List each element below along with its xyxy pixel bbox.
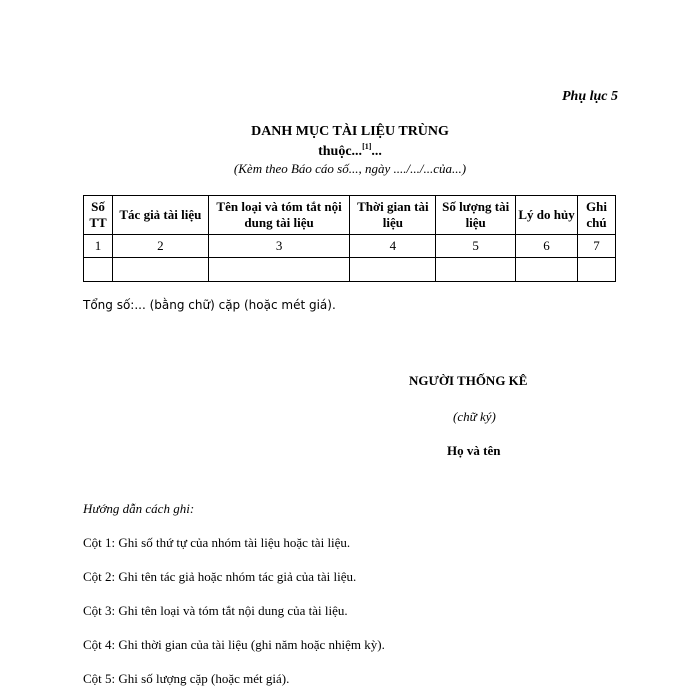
guide-item: Cột 1: Ghi số thứ tự của nhóm tài liệu hoặc tài liệu. (83, 535, 351, 550)
table-cell (436, 258, 516, 282)
table-cell (112, 258, 208, 282)
table-header-cell: Số TT (84, 196, 113, 235)
table-cell (350, 258, 436, 282)
guide-item: Cột 2: Ghi tên tác giả hoặc nhóm tác giả của tài liệu. (83, 569, 357, 584)
table-header-cell: Số lượng tài liệu (436, 196, 516, 235)
column-number-row (84, 235, 616, 258)
column-number-cell: 4 (350, 235, 436, 258)
subtitle-text: thuộc... (318, 144, 363, 159)
document-subtitle (0, 142, 700, 160)
column-number-cell: 2 (112, 235, 208, 258)
guide-item: Cột 5: Ghi số lượng cặp (hoặc mét giá). (83, 671, 290, 686)
table-header-cell: Lý do hủy (516, 196, 578, 235)
table-cell (577, 258, 615, 282)
column-number-cell: 3 (208, 235, 350, 258)
column-number-cell: 6 (516, 235, 578, 258)
guide-item: Cột 3: Ghi tên loại và tóm tắt nội dung của tài liệu. (83, 603, 348, 618)
column-number-cell: 5 (436, 235, 516, 258)
column-number-cell: 7 (577, 235, 615, 258)
footnote-ref: [1] (362, 142, 372, 151)
table-cell (208, 258, 350, 282)
signer-role: NGƯỜI THỐNG KÊ (409, 373, 528, 388)
table-cell (516, 258, 578, 282)
document-list-table (83, 195, 616, 282)
guide-item: Cột 4: Ghi thời gian của tài liệu (ghi năm hoặc nhiệm kỳ). (83, 637, 385, 652)
table-header-cell: Tên loại và tóm tắt nội dung tài liệu (208, 196, 350, 235)
signer-name: Họ và tên (447, 443, 501, 458)
table-header-cell: Tác giả tài liệu (112, 196, 208, 235)
table-row (84, 258, 616, 282)
total-line: Tổng số:... (bằng chữ) cặp (hoặc mét giá). (83, 298, 336, 312)
subtitle-tail: ... (371, 144, 382, 159)
column-number-cell: 1 (84, 235, 113, 258)
attachment-note: (Kèm theo Báo cáo số..., ngày ..../.../...của...) (233, 161, 467, 176)
appendix-label: Phụ lục 5 (561, 89, 618, 104)
table-header-cell: Thời gian tài liệu (350, 196, 436, 235)
table-header-cell: Ghi chú (577, 196, 615, 235)
document-title: DANH MỤC TÀI LIỆU TRÙNG (251, 124, 449, 139)
signature-placeholder: (chữ ký) (453, 409, 496, 424)
table-cell (84, 258, 113, 282)
guide-title: Hướng dẫn cách ghi: (83, 501, 195, 516)
table-header-row (84, 196, 616, 235)
